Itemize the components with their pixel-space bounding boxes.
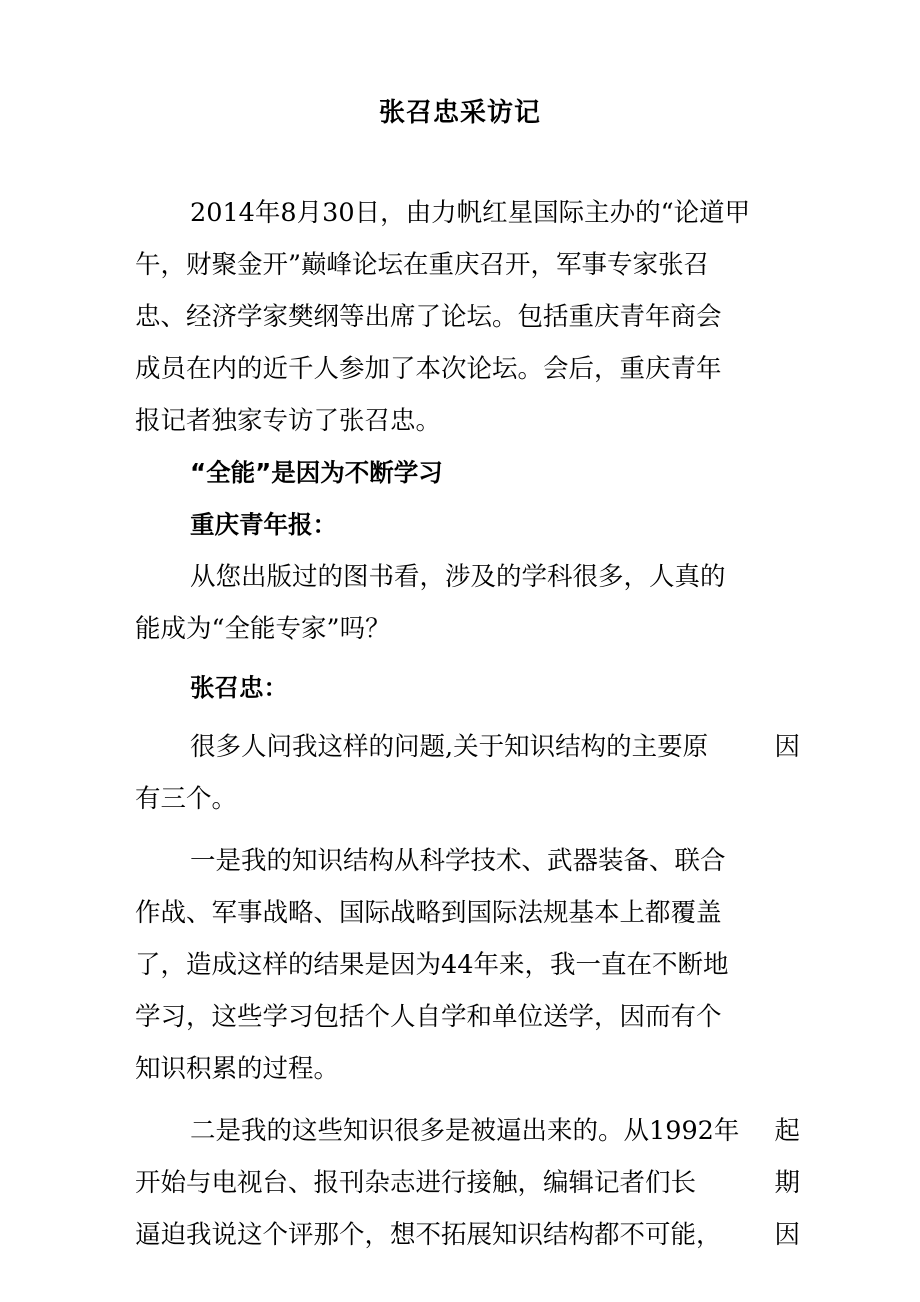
intro-line: 成员在内的近千人参加了本次论坛。会后，重庆青年 [135,354,722,384]
answer-line: 一是我的知识结构从科学技术、武器装备、联合 [190,846,726,876]
speaker-zhang: 张召忠： [190,673,288,702]
answer-line: 作战、军事战略、国际战略到国际法规基本上都覆盖 [135,898,722,928]
answer-text-end: 因 [774,732,800,762]
answer-text-end: 期 [774,1168,800,1198]
speaker-reporter: 重庆青年报： [190,510,337,539]
answer-line: 了，造成这样的结果是因为44年来，我一直在不断地 [135,950,729,980]
answer-text: 开始与电视台、报刊杂志进行接触，编辑记者们长 [135,1168,697,1198]
question-line: 从您出版过的图书看，涉及的学科很多，人真的 [190,562,726,592]
question-line: 能成为“全能专家”吗？ [135,614,391,644]
answer-line [135,1105,800,1157]
answer-line [135,721,800,773]
intro-line: 报记者独家专访了张召忠。 [135,406,442,436]
answer-text-end: 起 [774,1116,800,1146]
answer-line [135,1209,800,1261]
article-body [135,187,800,1261]
answer-text: 二是我的这些知识很多是被逼出来的。从1992年 [190,1116,740,1146]
intro-line: 午，财聚金开”巅峰论坛在重庆召开，军事专家张召 [135,250,710,280]
answer-line: 有三个。 [135,784,238,814]
answer-text: 很多人问我这样的问题,关于知识结构的主要原 [190,732,709,762]
document-title: 张召忠采访记 [378,98,541,128]
section-heading: “全能”是因为不断学习 [190,458,443,487]
intro-line: 忠、经济学家樊纲等出席了论坛。包括重庆青年商会 [135,302,722,332]
answer-line: 学习，这些学习包括个人自学和单位送学，因而有个 [135,1002,722,1032]
answer-text-end: 因 [774,1220,800,1250]
answer-line [135,1157,800,1209]
answer-text: 逼迫我说这个评那个，想不拓展知识结构都不可能， [135,1220,722,1250]
intro-line: 2014年8月30日，由力帆红星国际主办的“论道甲 [190,198,751,228]
answer-line: 知识积累的过程。 [135,1054,340,1084]
